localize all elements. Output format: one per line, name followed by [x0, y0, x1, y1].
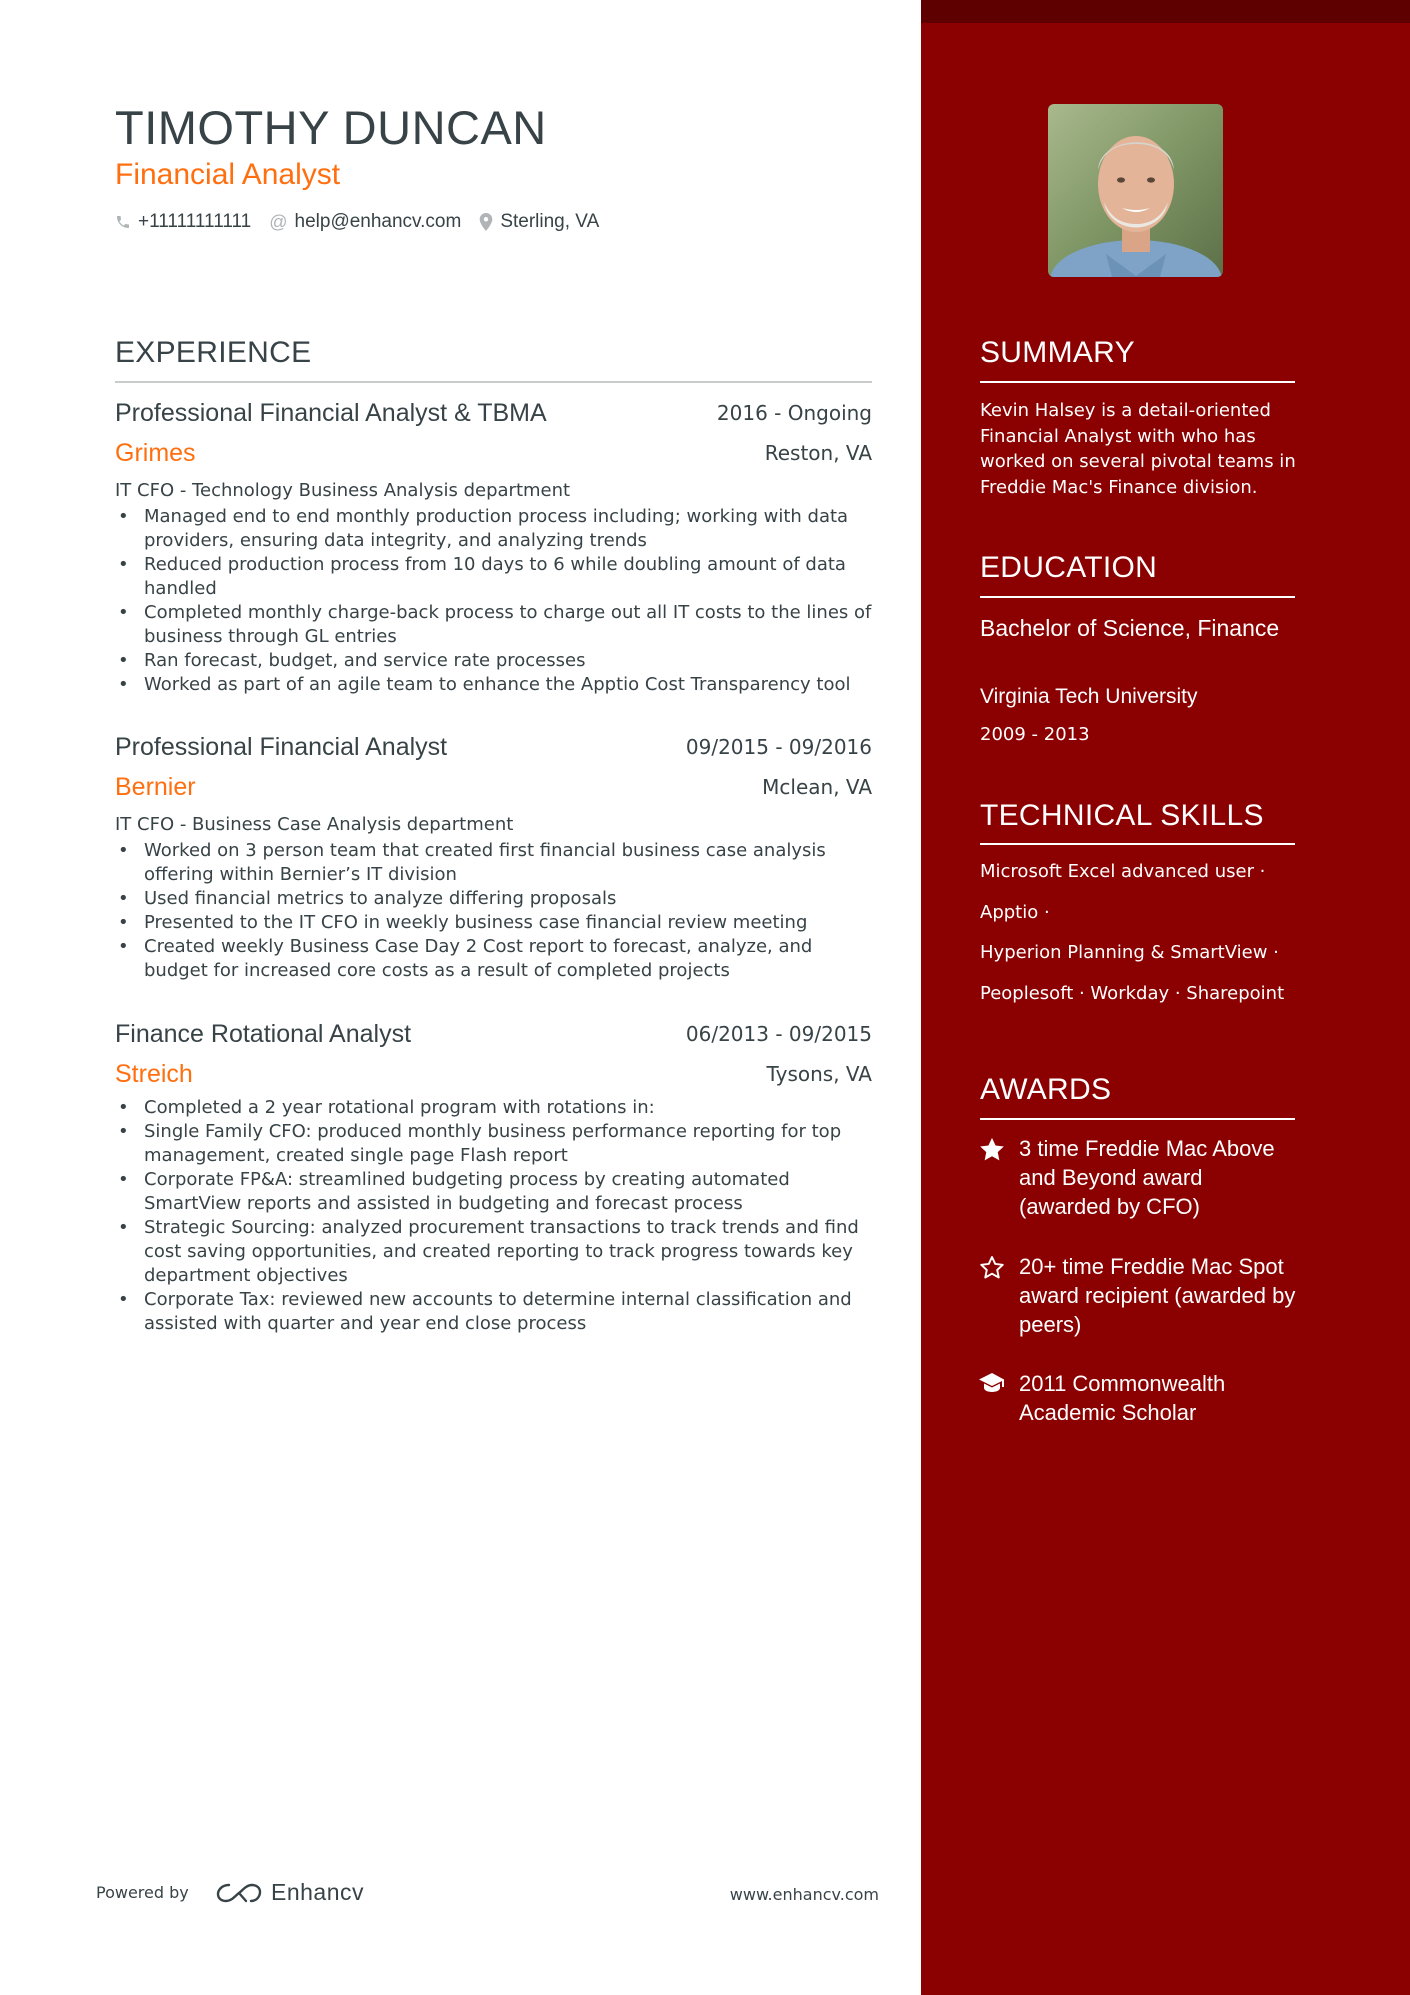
company-name: Streich [115, 1060, 193, 1088]
experience-entry [115, 733, 872, 983]
job-bullets [115, 839, 872, 983]
job-title: Professional Financial Analyst & TBMA [115, 399, 547, 427]
education-heading: EDUCATION [980, 551, 1158, 584]
bullet-item: • Corporate Tax: reviewed new accounts to determine internal classification and assisted with quarter and year end close process [115, 1288, 872, 1336]
skills-divider [980, 843, 1295, 845]
phone-icon [115, 214, 131, 230]
company-name: Bernier [115, 773, 196, 801]
skill-line: Microsoft Excel advanced user · [980, 861, 1266, 882]
bullet-item: • Corporate FP&A: streamlined budgeting process by creating automated SmartView reports and assisted in budgeting and forecast process [115, 1168, 872, 1216]
location-pin-icon [479, 213, 493, 231]
job-dates: 09/2015 - 09/2016 [685, 735, 872, 759]
school-name: Virginia Tech University [980, 685, 1198, 708]
website-link[interactable]: www.enhancv.com [729, 1885, 879, 1904]
summary-divider [980, 381, 1295, 383]
bullet-item: • Used financial metrics to analyze differing proposals [115, 887, 872, 911]
bullet-item: • Single Family CFO: produced monthly business performance reporting for top management, created single page Flash report [115, 1120, 872, 1168]
bullet-item: • Created weekly Business Case Day 2 Cost report to forecast, analyze, and budget for increased core costs as a result of completed projects [115, 935, 872, 983]
award-item [978, 1369, 1298, 1427]
award-item [978, 1134, 1298, 1221]
bullet-item: • Strategic Sourcing: analyzed procurement transactions to track trends and find cost saving opportunities, and created reporting to track progress towards key department objectives [115, 1216, 872, 1288]
job-bullets [115, 1096, 872, 1336]
job-title: Finance Rotational Analyst [115, 1020, 412, 1048]
at-icon: @ [269, 211, 288, 232]
phone-contact[interactable] [115, 211, 251, 233]
candidate-title: Financial Analyst [115, 158, 341, 191]
job-bullets [115, 505, 872, 697]
award-text: 20+ time Freddie Mac Spot award recipient (awarded by peers) [1019, 1254, 1296, 1337]
email-text: help@enhancv.com [294, 211, 462, 232]
job-dates: 06/2013 - 09/2015 [685, 1022, 872, 1046]
awards-heading: AWARDS [980, 1073, 1112, 1106]
location-contact [479, 211, 599, 233]
degree-title: Bachelor of Science, Finance [980, 615, 1280, 641]
skill-line: Hyperion Planning & SmartView · [980, 942, 1279, 963]
award-item [978, 1252, 1298, 1339]
sidebar-top-bar [921, 0, 1410, 23]
experience-heading: EXPERIENCE [115, 336, 312, 369]
bullet-item: • Worked as part of an agile team to enhance the Apptio Cost Transparency tool [115, 673, 872, 697]
bullet-item: • Managed end to end monthly production process including; working with data providers, ensuring data integrity, and analyzing trends [115, 505, 872, 553]
summary-text: Kevin Halsey is a detail-oriented Financial Analyst with who has worked on several pivotal teams in Freddie Mac's Finance division. [980, 400, 1296, 498]
bullet-item: • Ran forecast, budget, and service rate processes [115, 649, 872, 673]
experience-entry [115, 1020, 872, 1336]
education-divider [980, 596, 1295, 598]
job-department: IT CFO - Technology Business Analysis department [115, 480, 571, 501]
email-contact[interactable] [269, 211, 461, 233]
star-outline-icon [978, 1252, 1006, 1339]
candidate-name: TIMOTHY DUNCAN [115, 101, 547, 154]
powered-by-label: Powered by [96, 1883, 189, 1902]
bullet-item: • Presented to the IT CFO in weekly business case financial review meeting [115, 911, 872, 935]
job-location: Reston, VA [764, 441, 872, 465]
phone-text: +11111111111 [138, 211, 252, 232]
awards-divider [980, 1118, 1295, 1120]
job-department: IT CFO - Business Case Analysis department [115, 814, 514, 835]
bullet-item: • Worked on 3 person team that created first financial business case analysis offering within Bernier’s IT division [115, 839, 872, 887]
bullet-item: • Completed a 2 year rotational program with rotations in: [115, 1096, 872, 1120]
award-text: 3 time Freddie Mac Above and Beyond award (awarded by CFO) [1019, 1136, 1275, 1219]
job-title: Professional Financial Analyst [115, 733, 448, 761]
job-location: Mclean, VA [762, 775, 872, 799]
skill-line: Peoplesoft · Workday · Sharepoint [980, 983, 1285, 1004]
education-years: 2009 - 2013 [980, 724, 1090, 745]
bullet-item: • Reduced production process from 10 days to 6 while doubling amount of data handled [115, 553, 872, 601]
graduation-cap-icon [978, 1369, 1006, 1427]
summary-heading: SUMMARY [980, 336, 1135, 369]
profile-photo [1048, 104, 1223, 277]
bullet-item: • Completed monthly charge-back process to charge out all IT costs to the lines of business through GL entries [115, 601, 872, 649]
job-location: Tysons, VA [766, 1062, 872, 1086]
skills-heading: TECHNICAL SKILLS [980, 799, 1264, 832]
enhancv-logo-mark [215, 1881, 263, 1905]
award-text: 2011 Commonwealth Academic Scholar [1019, 1371, 1226, 1425]
location-text: Sterling, VA [500, 211, 600, 232]
experience-entry [115, 399, 872, 697]
enhancv-logo[interactable] [215, 1879, 364, 1906]
contact-row [115, 211, 599, 233]
company-name: Grimes [115, 439, 196, 467]
skill-line: Apptio · [980, 902, 1050, 923]
star-filled-icon [978, 1134, 1006, 1221]
experience-divider [115, 381, 872, 383]
enhancv-logo-text: Enhancv [271, 1879, 365, 1905]
job-dates: 2016 - Ongoing [716, 401, 872, 425]
